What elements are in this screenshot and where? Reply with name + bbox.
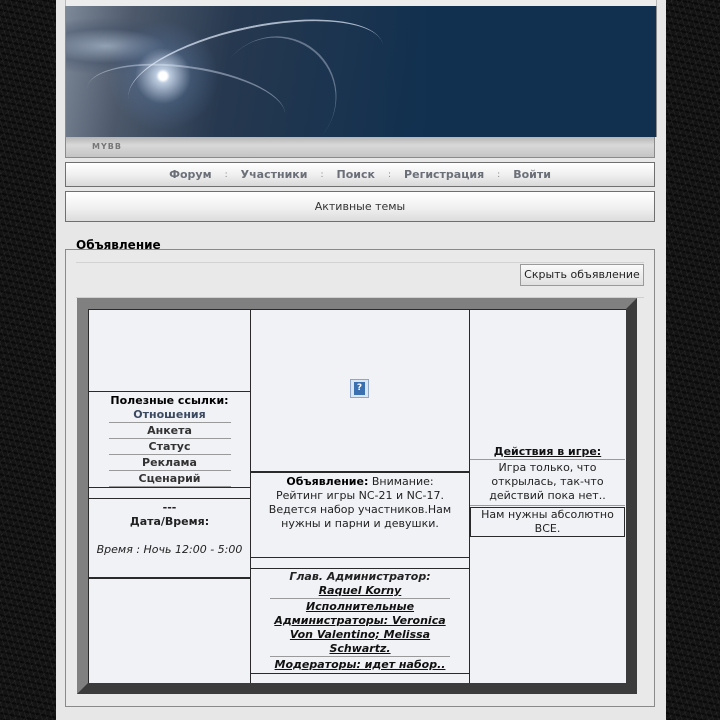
notice-label: Объявление:: [286, 475, 369, 488]
chief-admin-name[interactable]: Raquel Korny: [318, 584, 402, 597]
announcement-frame: [77, 298, 637, 694]
chief-admin: [270, 569, 450, 599]
nav-search[interactable]: Поиск: [336, 168, 375, 181]
nav-separator: :: [497, 169, 501, 180]
link-relationships[interactable]: Отношения: [109, 407, 231, 423]
datetime-label: Дата/Время:: [129, 515, 210, 528]
announcement-title: Объявление: [76, 238, 161, 252]
nav-register[interactable]: Регистрация: [404, 168, 485, 181]
main-navigation: [65, 162, 655, 187]
datetime-value: Время : Ночь 12:00 - 5:00: [96, 543, 243, 556]
left-column: [88, 309, 251, 683]
nav-members[interactable]: Участники: [240, 168, 308, 181]
notice-block: [251, 471, 469, 558]
nav-separator: :: [224, 169, 228, 180]
game-actions-heading: Действия в игре:: [493, 445, 602, 458]
useful-links-block: [89, 391, 250, 488]
useful-links-heading: Полезные ссылки:: [110, 394, 229, 407]
mybb-logo: MYBB: [92, 142, 122, 151]
broken-image-icon: ?: [350, 379, 369, 398]
nav-separator: :: [320, 169, 324, 180]
game-actions-text: Игра только, что открылась, так-что действий пока нет..: [470, 459, 625, 506]
link-advertising[interactable]: Реклама: [109, 455, 231, 471]
need-everyone-block: Нам нужны абсолютно ВСЕ.: [470, 507, 625, 537]
nav-separator: :: [388, 169, 392, 180]
chief-admin-label: Глав. Администратор:: [289, 570, 431, 583]
forum-page: [56, 0, 666, 720]
header-banner: [65, 6, 657, 137]
executive-admins: [270, 599, 450, 657]
moderators: [270, 657, 450, 672]
hide-announcement-button[interactable]: Скрыть объявление: [520, 264, 644, 286]
background-texture-right: [666, 0, 720, 720]
link-status[interactable]: Статус: [109, 439, 231, 455]
administration-block: [251, 568, 469, 674]
divider: [76, 262, 644, 263]
moderators-text[interactable]: Модераторы: идет набор..: [274, 658, 446, 671]
nav-forum[interactable]: Форум: [169, 168, 212, 181]
banner-fade: [366, 6, 476, 137]
notice-text: Внимание: Рейтинг игры NC-21 и NC-17. Ведется набор участников.Нам нужны и парни и девушки.: [268, 475, 452, 530]
datetime-dashes: ---: [162, 501, 177, 514]
background-texture-left: [0, 0, 56, 720]
link-scenario[interactable]: Сценарий: [109, 471, 231, 487]
logo-bar: [65, 137, 655, 158]
right-column: [470, 309, 626, 683]
game-actions-block: [470, 445, 625, 504]
nav-login[interactable]: Войти: [513, 168, 551, 181]
active-topics-link[interactable]: Активные темы: [65, 191, 655, 222]
executive-admins-text[interactable]: Исполнительные Администраторы: Veronica Von Valentino; Melissa Schwartz.: [274, 600, 446, 655]
datetime-block: [89, 498, 250, 579]
link-application[interactable]: Анкета: [109, 423, 231, 439]
center-column: [251, 309, 470, 683]
